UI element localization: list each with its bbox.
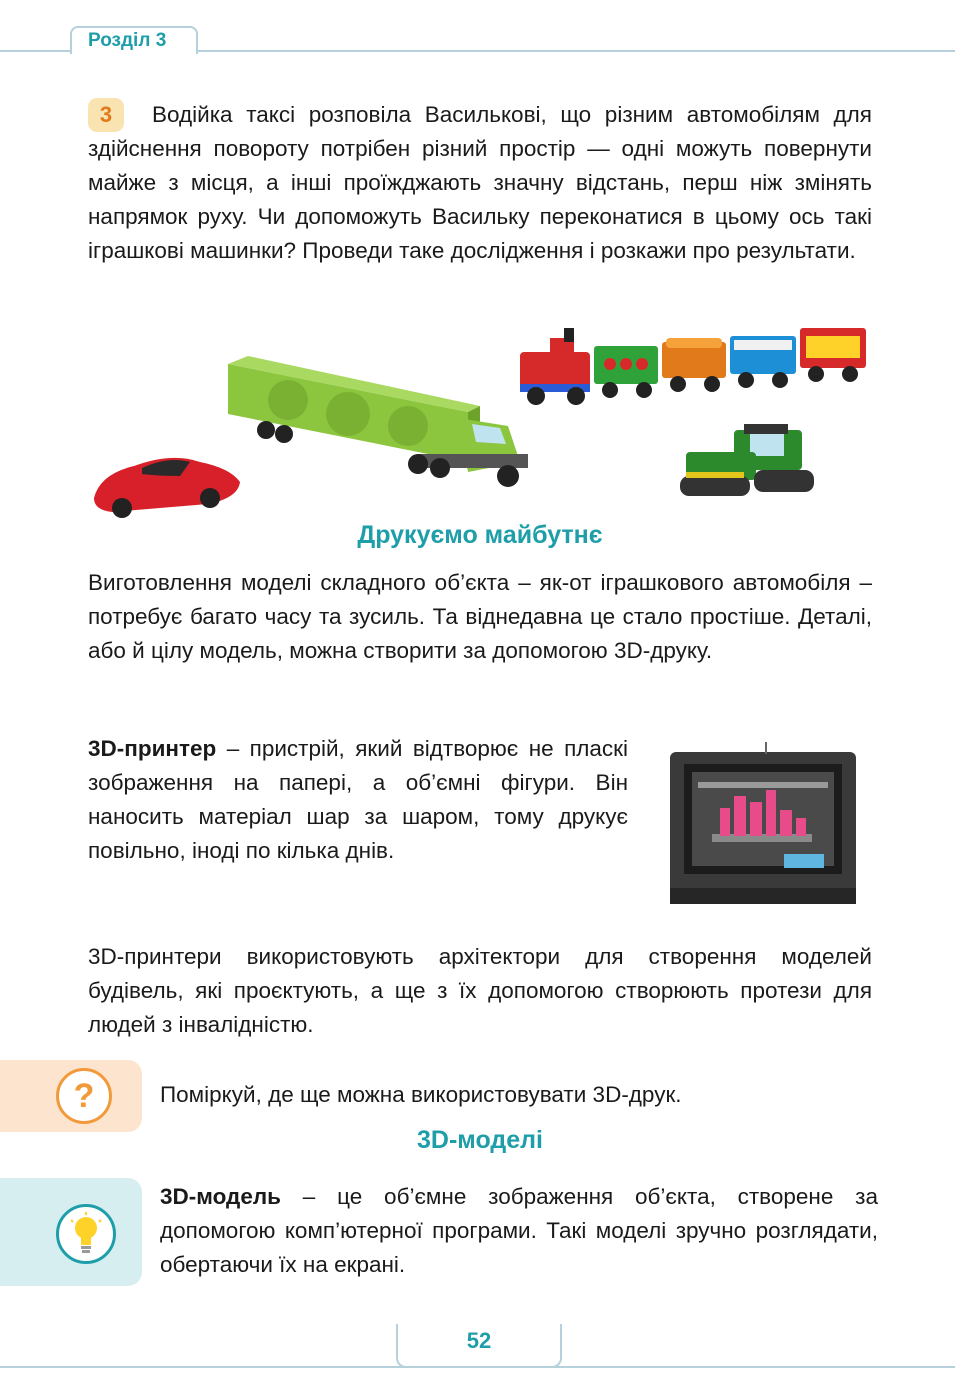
toy-truck-icon	[228, 356, 528, 487]
toy-car-icon	[94, 458, 240, 518]
task-number-badge: 3	[88, 98, 124, 132]
model-definition	[160, 1180, 878, 1282]
toy-train-icon	[520, 328, 866, 405]
usage-paragraph	[88, 940, 872, 1042]
printer-definition	[88, 732, 628, 868]
printer-definition-text: – пристрій, який відтворює не пласкі зображення на папері, а об’ємні фігури. Він наносить матеріал шар за шаром, тому друкує повільно, іноді по кілька днів.	[88, 736, 628, 863]
toy-tractor-icon	[680, 424, 814, 496]
task-paragraph: Водійка таксі розповіла Василькові, що різним автомобілям для здійснення повороту потрібен різний простір — одні можуть повернути майже з місця, а інші проїжджають значну відстань, перш ніж змінять напрямок руху. Чи допоможуть Васильку переконатися в цьому ось такі іграшкові машинки? Проведи таке дослідження і розкажи про результати.	[88, 102, 872, 263]
3d-printer-icon	[636, 738, 876, 916]
intro-text: Виготовлення моделі складного об’єкта – як-от іграшкового автомобіля – потребує багато часу та зусиль. Та віднедавна це стало простіше. Деталі, або й цілу модель, можна створити за допомогою 3D-друку.	[88, 570, 872, 663]
intro-paragraph	[88, 566, 872, 668]
section-title-printing: Друкуємо майбутнє	[357, 521, 603, 549]
lightbulb-icon	[68, 1212, 104, 1256]
question-text: Поміркуй, де ще можна використовувати 3D-друк.	[160, 1082, 682, 1107]
question-icon: ?	[56, 1068, 112, 1124]
printer-term: 3D-принтер	[88, 736, 217, 761]
page-number: 52	[466, 1328, 492, 1353]
usage-text: 3D-принтери використовують архітектори для створення моделей будівель, які проєктують, а ще з їх допомогою створюють протези для людей з інвалідністю.	[88, 944, 872, 1037]
task-text	[88, 98, 872, 268]
model-definition-text: – це об’ємне зображення об’єкта, створене за допомогою комп’ютерної програми. Такі моделі зручно розглядати, обертаючи їх на екрані.	[160, 1184, 878, 1277]
section-label: Розділ 3	[88, 30, 167, 51]
toys-illustration	[88, 312, 878, 522]
section-title-models: 3D-моделі	[417, 1126, 543, 1154]
model-term: 3D-модель	[160, 1184, 281, 1209]
